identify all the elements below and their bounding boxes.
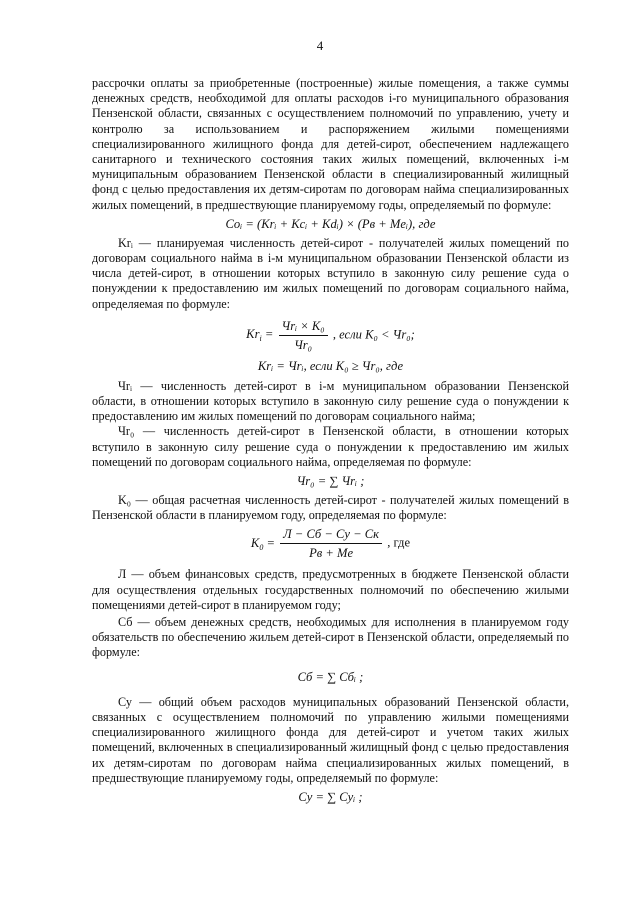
formula-kr-condition: , если K₀ < Чr₀; xyxy=(332,327,415,342)
paragraph-chri-definition: Чrᵢ — численность детей-сирот в i-м муниципальном образовании Пензенской области, в отношении которых вступило в законную силу решение суда о понуждении к предоставлению им жилых помещений по договорам социального найма; xyxy=(92,378,569,424)
formula-k0 xyxy=(92,526,569,561)
formula-k0-tail: , где xyxy=(387,535,411,550)
formula-cb-sum: Cб = ∑ Cбᵢ ; xyxy=(297,669,364,684)
fraction-kr-numerator: Чrᵢ × K₀ xyxy=(279,318,328,336)
paragraph-cb-definition: Сб — объем денежных средств, необходимых для исполнения в планируемом году обязательств по обеспечению жильем детей-сирот в Пензенской области, определяемый по формуле: xyxy=(92,615,569,660)
paragraph-chr0-definition: Чr₀ — численность детей-сирот в Пензенской области, в отношении которых вступило в законную силу решение суда о понуждении к предоставлению им жилых помещений по договорам социального найма, определяемая по формуле: xyxy=(92,424,569,469)
formula-k0-lhs: $K_0$ = xyxy=(250,535,279,552)
paragraph-cu-definition: Су — общий объем расходов муниципальных образований Пензенской области, связанных с осуществлением полномочий по управлению жилыми помещениями специализированного жилищного фонда для детей-сирот и учетом таких жилых помещений, включенных в специализированный жилищный фонд с целью предоставления их детям-сиротам по договорам найма специализированных жилых помещений, в предшествующие планируемому годы, определяемый по формуле: xyxy=(92,694,569,785)
paragraph-kr-definition: Krᵢ — планируемая численность детей-сирот - получателей жилых помещений по договорам социального найма в i-м муниципальном образовании Пензенской области из числа детей-сирот, в отношении которых вступило в законную силу решение суда о понуждении к предоставлению им жилых помещений по договорам социального найма, определяемая по формуле: xyxy=(92,235,569,311)
fraction-kr xyxy=(279,318,328,353)
formula-chr0-sum: Чr₀ = ∑ Чrᵢ ; xyxy=(296,474,365,489)
fraction-k0 xyxy=(280,526,382,561)
formula-kr-fraction xyxy=(92,318,569,353)
paragraph-k0-definition: K₀ — общая расчетная численность детей-сирот - получателей жилых помещений в Пензенской области в планируемом году, определяемая по формуле: xyxy=(92,493,569,523)
formula-kr-lhs: $Kr_i$ = xyxy=(246,327,277,344)
paragraph-continuation: рассрочки оплаты за приобретенные (построенные) жилые помещения, а также суммы денежных средств, необходимой для оплаты расходов i-го муниципального образования Пензенской области, связанных с осуществлением полномочий по управлению, учету и контролю за использованием и распоряжением жилыми помещениями специализированного жилищного фонда для детей-сирот, обеспечением надлежащего санитарного и технического состояния таких жилых помещений, включенных i-м муниципальным образованием Пензенской области в специализированный жилищный фонд с целью предоставления их детям-сиротам по договорам найма специализированных жилых помещений, в предшествующие планируемому годы, определяемый по формуле: xyxy=(92,76,569,212)
fraction-kr-denominator: Чr₀ xyxy=(294,337,313,352)
document-body xyxy=(92,76,569,805)
formula-cu-sum: Cу = ∑ Cуᵢ ; xyxy=(298,789,363,804)
fraction-k0-denominator: Pв + Me xyxy=(309,546,354,561)
paragraph-l-definition: Л — объем финансовых средств, предусмотренных в бюджете Пензенской области для осуществления отдельных государственных полномочий по обеспечению жилыми помещениями детей-сирот в планируемом году; xyxy=(92,567,569,612)
formula-co: Coᵢ = (Krᵢ + Kcᵢ + Kdᵢ) × (Pв + Meᵢ), где xyxy=(225,216,436,231)
formula-kr-alternative: Krᵢ = Чrᵢ, если K₀ ≥ Чr₀, где xyxy=(257,358,404,373)
fraction-k0-numerator: Л − Cб − Cу − Cк xyxy=(280,526,382,544)
page-number: 4 xyxy=(316,38,324,53)
